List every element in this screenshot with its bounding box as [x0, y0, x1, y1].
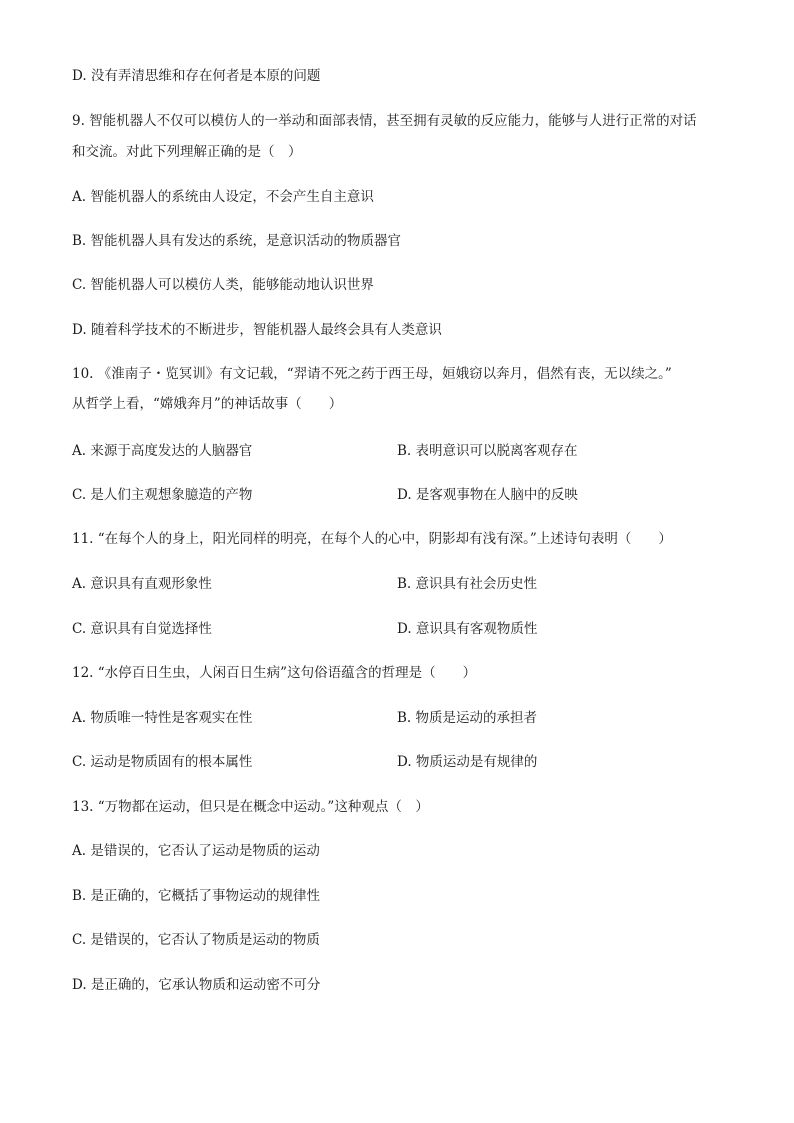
q10-stem-line-2: 从哲学上看，“嫦娥奔月”的神话故事（ ）: [72, 396, 343, 412]
q9-option-b: B. 智能机器人具有发达的系统，是意识活动的物质器官: [72, 233, 402, 249]
q13-stem: 13. “万物都在运动，但只是在概念中运动。”这种观点（ ）: [72, 799, 429, 815]
q12-option-a: A. 物质唯一特性是客观实在性: [72, 710, 253, 726]
q10-stem-line-1: 10. 《淮南子・览冥训》有文记载，“羿请不死之药于西王母，姮娥窃以奔月，倡然有丧，无以续之。”: [72, 366, 672, 382]
q9-option-a: A. 智能机器人的系统由人设定，不会产生自主意识: [72, 189, 374, 205]
q13-option-d: D. 是正确的，它承认物质和运动密不可分: [72, 977, 321, 993]
q10-option-d: D. 是客观事物在人脑中的反映: [397, 487, 578, 503]
q11-option-a: A. 意识具有直观形象性: [72, 576, 212, 592]
q9-option-c: C. 智能机器人可以模仿人类，能够能动地认识世界: [72, 277, 374, 293]
q10-option-c: C. 是人们主观想象臆造的产物: [72, 487, 253, 503]
q13-option-a: A. 是错误的，它否认了运动是物质的运动: [72, 843, 320, 859]
q11-option-c: C. 意识具有自觉选择性: [72, 621, 212, 637]
q12-option-c: C. 运动是物质固有的根本属性: [72, 754, 253, 770]
q10-option-b: B. 表明意识可以脱离客观存在: [397, 443, 578, 459]
q10-option-a: A. 来源于高度发达的人脑器官: [72, 443, 253, 459]
q11-stem: 11. “在每个人的身上，阳光同样的明亮，在每个人的心中，阴影却有浅有深。”上述诗句表明（ ）: [72, 531, 672, 547]
q9-stem-line-1: 9. 智能机器人不仅可以模仿人的一举动和面部表情，甚至拥有灵敏的反应能力，能够与人进行正常的对话: [72, 113, 697, 129]
q11-option-d: D. 意识具有客观物质性: [397, 621, 538, 637]
q9-option-d: D. 随着科学技术的不断进步，智能机器人最终会具有人类意识: [72, 322, 442, 338]
q11-option-b: B. 意识具有社会历史性: [397, 576, 538, 592]
q12-option-d: D. 物质运动是有规律的: [397, 754, 538, 770]
q9-stem-line-2: 和交流。对此下列理解正确的是（ ）: [72, 144, 302, 160]
q8-option-d: D. 没有弄清思维和存在何者是本原的问题: [72, 68, 321, 84]
q13-option-c: C. 是错误的，它否认了物质是运动的物质: [72, 932, 320, 948]
q12-stem: 12. “水停百日生虫，人闲百日生病”这句俗语蕴含的哲理是（ ）: [72, 665, 477, 681]
q13-option-b: B. 是正确的，它概括了事物运动的规律性: [72, 888, 321, 904]
q12-option-b: B. 物质是运动的承担者: [397, 710, 538, 726]
